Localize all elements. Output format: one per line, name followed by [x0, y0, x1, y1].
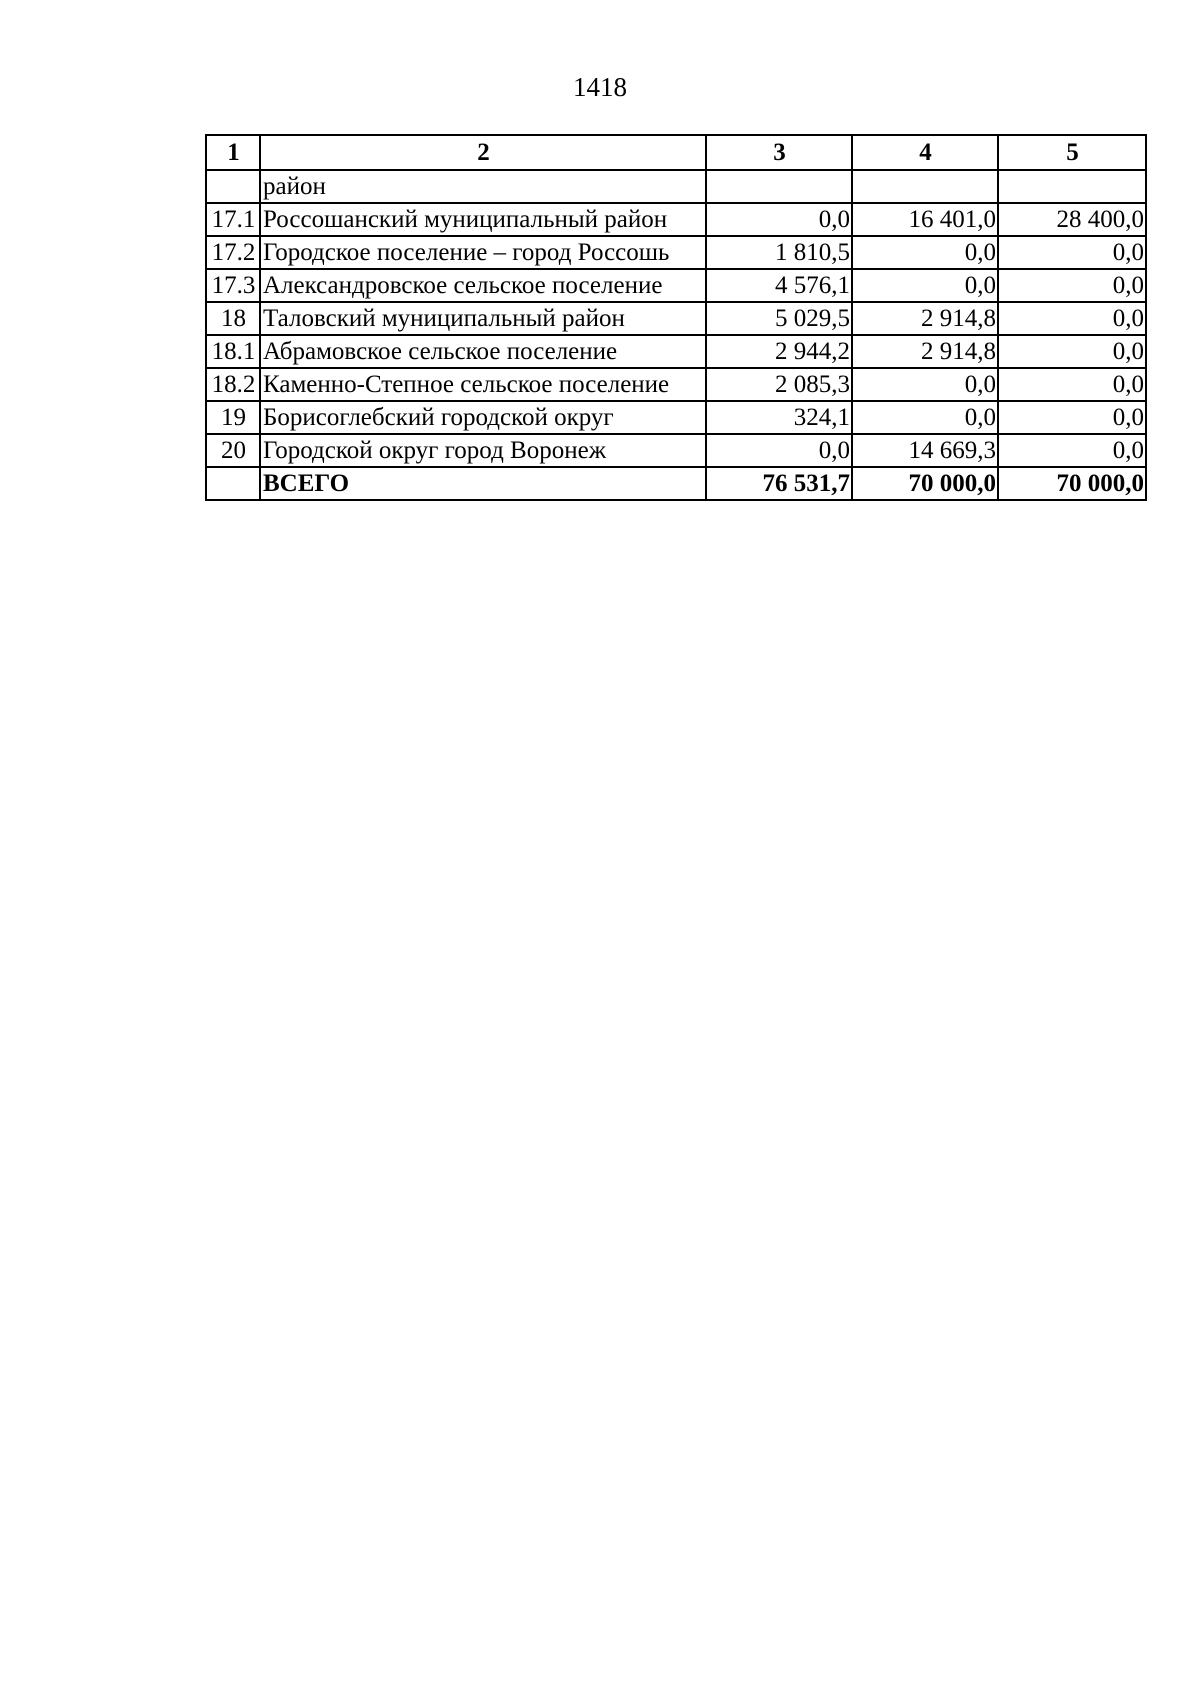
total-value-5: 70 000,0	[998, 467, 1146, 500]
row-value-3: 2 944,2	[706, 335, 852, 368]
row-name: Александровское сельское поселение	[260, 269, 706, 302]
row-value-5: 0,0	[998, 236, 1146, 269]
page-number: 1418	[573, 72, 627, 102]
column-header-2: 2	[260, 135, 706, 170]
table-row	[206, 401, 1146, 434]
row-value-5: 0,0	[998, 335, 1146, 368]
row-value-4: 16 401,0	[852, 203, 998, 236]
row-number: 17.3	[206, 269, 260, 302]
table-row	[206, 434, 1146, 467]
row-name: Россошанский муниципальный район	[260, 203, 706, 236]
row-name: Абрамовское сельское поселение	[260, 335, 706, 368]
table-row	[206, 335, 1146, 368]
column-header-5: 5	[998, 135, 1146, 170]
row-value-3: 5 029,5	[706, 302, 852, 335]
row-value-3: 324,1	[706, 401, 852, 434]
row-name: Городской округ город Воронеж	[260, 434, 706, 467]
row-number: 18.1	[206, 335, 260, 368]
row-value-3: 2 085,3	[706, 368, 852, 401]
budget-table	[205, 134, 1147, 501]
row-value-4: 0,0	[852, 368, 998, 401]
total-value-3: 76 531,7	[706, 467, 852, 500]
row-number: 17.2	[206, 236, 260, 269]
total-value-4: 70 000,0	[852, 467, 998, 500]
row-value-5: 0,0	[998, 434, 1146, 467]
row-value-5: 0,0	[998, 401, 1146, 434]
row-value-5	[998, 170, 1146, 203]
row-value-3: 4 576,1	[706, 269, 852, 302]
table-row	[206, 203, 1146, 236]
row-value-3: 0,0	[706, 203, 852, 236]
row-name: Городское поселение – город Россошь	[260, 236, 706, 269]
table-row	[206, 170, 1146, 203]
row-value-4: 2 914,8	[852, 335, 998, 368]
row-name: Каменно-Степное сельское поселение	[260, 368, 706, 401]
row-number: 17.1	[206, 203, 260, 236]
row-number	[206, 170, 260, 203]
table-row	[206, 368, 1146, 401]
row-number: 19	[206, 401, 260, 434]
row-value-4: 0,0	[852, 236, 998, 269]
row-name: район	[260, 170, 706, 203]
table-row	[206, 236, 1146, 269]
row-value-4: 14 669,3	[852, 434, 998, 467]
total-row	[206, 467, 1146, 500]
row-value-5: 0,0	[998, 368, 1146, 401]
row-value-4	[852, 170, 998, 203]
row-value-3: 1 810,5	[706, 236, 852, 269]
row-number: 18.2	[206, 368, 260, 401]
row-value-5: 0,0	[998, 269, 1146, 302]
row-value-5: 0,0	[998, 302, 1146, 335]
row-value-4: 2 914,8	[852, 302, 998, 335]
row-value-3: 0,0	[706, 434, 852, 467]
total-number	[206, 467, 260, 500]
row-value-5: 28 400,0	[998, 203, 1146, 236]
row-number: 20	[206, 434, 260, 467]
row-number: 18	[206, 302, 260, 335]
row-name: Таловский муниципальный район	[260, 302, 706, 335]
table-row	[206, 269, 1146, 302]
table-header-row	[206, 135, 1146, 170]
total-label: ВСЕГО	[260, 467, 706, 500]
row-value-3	[706, 170, 852, 203]
column-header-3: 3	[706, 135, 852, 170]
row-value-4: 0,0	[852, 269, 998, 302]
row-name: Борисоглебский городской округ	[260, 401, 706, 434]
column-header-4: 4	[852, 135, 998, 170]
column-header-1: 1	[206, 135, 260, 170]
row-value-4: 0,0	[852, 401, 998, 434]
table-row	[206, 302, 1146, 335]
